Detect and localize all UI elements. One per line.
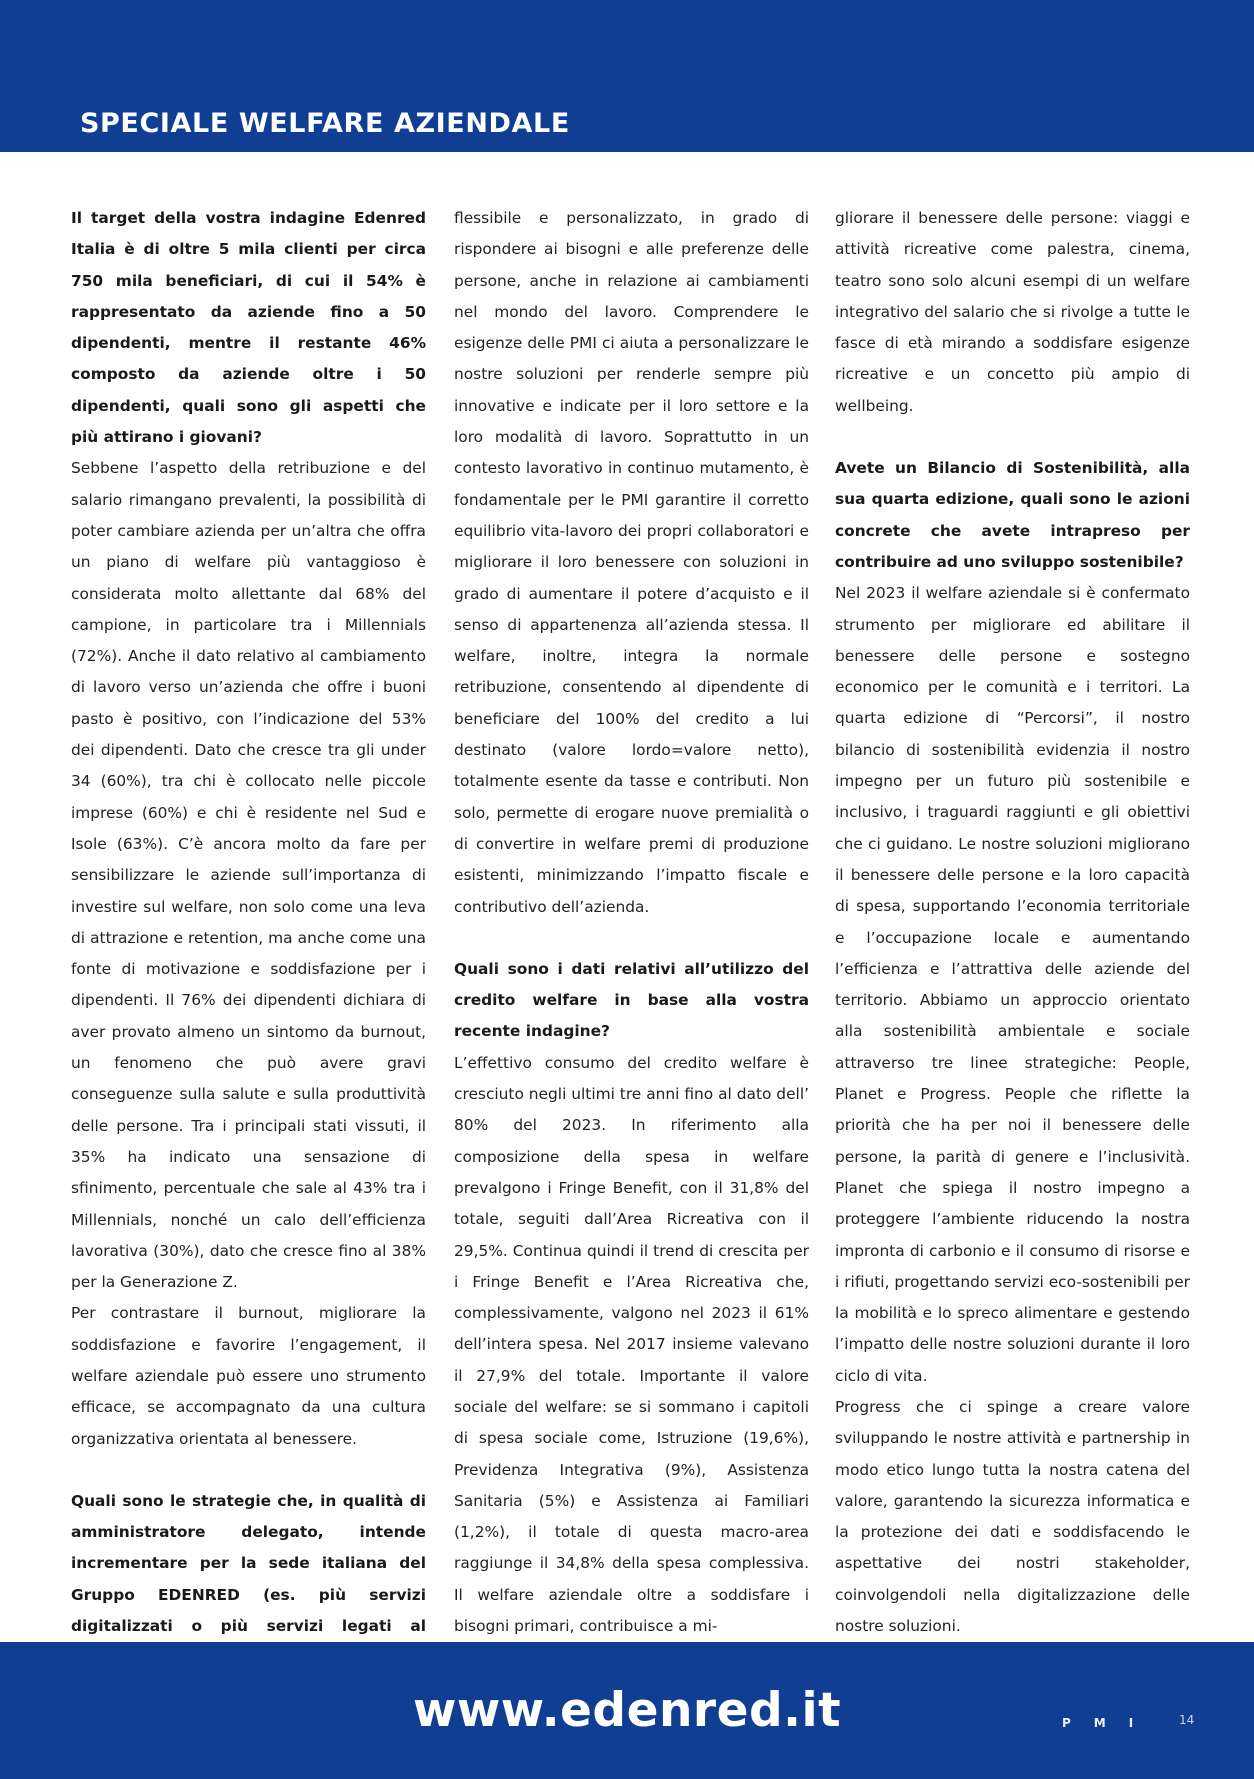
question-2: Quali sono le strategie che, in qualità di amministratore delegato, intende incrementare per la sede italiana del Gruppo EDENRED (es. più servizi digitalizzati o più servizi legati al (71, 1491, 426, 1636)
column-1 (71, 203, 426, 1705)
question-3: Quali sono i dati relativi all’utilizzo del credito welfare in base alla vostra recente indagine? (454, 959, 809, 1041)
column-2 (454, 203, 809, 1642)
answer-paragraph: Progress che ci spinge a creare valore sviluppando le nostre attività e partnership in modo etico lungo tutta la nostra catena del valore, garantendo la sicurezza informatica e la protezione dei dati e soddisfacendo le aspettative dei nostri stakeholder, coinvolgendoli nella digitalizzazione delle nostre soluzioni. (835, 1397, 1190, 1636)
answer-paragraph: flessibile e personalizzato, in grado di rispondere ai bisogni e alle preferenze delle persone, anche in relazione ai cambiamenti nel mondo del lavoro. Comprendere le esigenze delle PMI ci aiuta a personalizzare le nostre soluzioni per renderle sempre più innovative e indicate per il loro settore e la loro modalità di lavoro. Soprattutto in un contesto lavorativo in continuo mutamento, è fondamentale per le PMI garantire il corretto equilibrio vita-lavoro dei propri collaboratori e migliorare il loro benessere con soluzioni in grado di aumentare il potere d’acquisto e il senso di appartenenza all’azienda stessa. Il welfare, inoltre, integra la normale retribuzione, consentendo al dipendente di beneficiare del 100% del credito a lui destinato (valore lordo=valore netto), totalmente esente da tasse e contributi. Non solo, permette di erogare nuove premialità o di convertire in welfare premi di produzione esistenti, minimizzando l’impatto fiscale e contributivo dell’azienda. (454, 209, 809, 916)
question-1: Il target della vostra indagine Edenred Italia è di oltre 5 mila clienti per circa 750 mila beneficiari, di cui il 54% è rappresentato da aziende fino a 50 dipendenti, mentre il restante 46% composto da aziende oltre i 50 dipendenti, quali sono gli aspetti che più attirano i giovani? (71, 209, 426, 447)
answer-paragraph: Per contrastare il burnout, migliorare la soddisfazione e favorire l’engagement, il welfare aziendale può essere uno strumento efficace, se accompagnato da una cultura organizzativa orientata al benessere. (71, 1304, 426, 1448)
answer-paragraph: Sebbene l’aspetto della retribuzione e del salario rimangano prevalenti, la possibilità di poter cambiare azienda per un’altra che offra un piano di welfare più vantaggioso è considerata molto allettante dal 68% del campione, in particolare tra i Millennials (72%). Anche il dato relativo al cambiamento di lavoro verso un’azienda che offre i buoni pasto è positivo, con l’indicazione del 53% dei dipendenti. Dato che cresce tra gli under 34 (60%), tra chi è collocato nelle piccole imprese (60%) e chi è residente nel Sud e Isole (63%). C’è ancora molto da fare per sensibilizzare le aziende sull’importanza di investire sul welfare, non solo come una leva di attrazione e retention, ma anche come una fonte di motivazione e soddisfazione per i dipendenti. Il 76% dei dipendenti dichiara di aver provato almeno un sintomo da burnout, un fenomeno che può avere gravi conseguenze sulla salute e sulla produttività delle persone. Tra i principali stati vissuti, il 35% ha indicato una sensazione di sfinimento, percentuale che sale al 43% tra i Millennials, nonché un calo dell’efficienza lavorativa (30%), dato che cresce fino al 38% per la Generazione Z. (71, 459, 426, 1292)
column-3 (835, 203, 1190, 1642)
page-number: 14 (1179, 1713, 1195, 1727)
answer-paragraph: Nel 2023 il welfare aziendale si è confermato strumento per migliorare ed abilitare il benessere delle persone e sostegno economico per le comunità e i territori. La quarta edizione di “Percorsi”, il nostro bilancio di sostenibilità evidenzia il nostro impegno per un futuro più sostenibile e inclusivo, i traguardi raggiunti e gli obiettivi che ci guidano. Le nostre soluzioni migliorano il benessere delle persone e la loro capacità di spesa, supportando l’economia territoriale e l’occupazione locale e aumentando l’efficienza e l’attrattiva delle aziende del territorio. Abbiamo un approccio orientato alla sostenibilità ambientale e sociale attraverso tre linee strategiche: People, Planet e Progress. People che riflette la priorità che ha per noi il benessere delle persone, la parità di genere e l’inclusività. Planet che spiega il nostro impegno a proteggere l’ambiente riducendo la nostra impronta di carbonio e il consumo di risorse e i rifiuti, progettando servizi eco-sostenibili per la mobilità e lo spreco alimentare e gestendo l’impatto delle nostre soluzioni durante il loro ciclo di vita. (835, 584, 1190, 1385)
answer-paragraph: L’effettivo consumo del credito welfare è cresciuto negli ultimi tre anni fino al dato dell’ 80% del 2023. In riferimento alla composizione della spesa in welfare prevalgono i Fringe Benefit, con il 31,8% del totale, seguiti dall’Area Ricreativa con il 29,5%. Continua quindi il trend di crescita per i Fringe Benefit e l’Area Ricreativa che, complessivamente, valgono nel 2023 il 61% dell’intera spesa. Nel 2017 insieme valevano il 27,9% del totale. Importante il valore sociale del welfare: se si sommano i capitoli di spesa sociale come, Istruzione (19,6%), Previdenza Integrativa (9%), Assistenza Sanitaria (5%) e Assistenza ai Familiari (1,2%), il totale di questa macro-area raggiunge il 34,8% della spesa complessiva. Il welfare aziendale oltre a soddisfare i bisogni primari, contribuisce a mi- (454, 1053, 809, 1636)
article-body (71, 203, 1201, 1636)
question-4: Avete un Bilancio di Sostenibilità, alla sua quarta edizione, quali sono le azioni concrete che avete intrapreso per contribuire ad uno sviluppo sostenibile? (835, 459, 1190, 571)
magazine-name: PMI (1062, 1716, 1157, 1730)
answer-paragraph: gliorare il benessere delle persone: viaggi e attività ricreative come palestra, cinema, teatro sono solo alcuni esempi di un welfare integrativo del salario che si rivolge a tutte le fasce di età mirando a soddisfare esigenze ricreative e un concetto più ampio di wellbeing. (835, 209, 1190, 415)
section-title: SPECIALE WELFARE AZIENDALE (80, 108, 570, 139)
footer-website-link[interactable]: www.edenred.it (412, 1683, 842, 1738)
